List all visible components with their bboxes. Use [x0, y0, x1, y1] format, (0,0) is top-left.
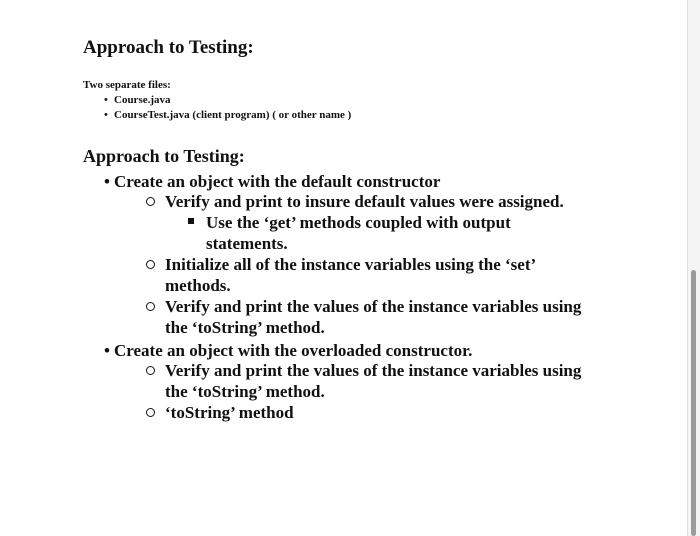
- list-item-level2-continued: the ‘toString’ method.: [165, 318, 325, 337]
- bullet-icon: •: [104, 109, 108, 121]
- hollow-circle-bullet-icon: [146, 408, 155, 417]
- hollow-circle-bullet-icon: [146, 197, 155, 206]
- files-label: Two separate files:: [83, 79, 171, 91]
- bullet-icon: •: [104, 94, 108, 106]
- list-item-level2-continued: the ‘toString’ method.: [165, 382, 325, 401]
- list-item: • Course.java: [104, 94, 171, 106]
- list-item-level1: • Create an object with the default constructor: [104, 172, 441, 191]
- list-item-level2-continued: methods.: [165, 276, 231, 295]
- list-item-level3: Use the ‘get’ methods coupled with output: [206, 213, 511, 232]
- page-title: Approach to Testing:: [83, 37, 254, 58]
- hollow-circle-bullet-icon: [146, 260, 155, 269]
- bullet-icon: •: [104, 341, 110, 360]
- hollow-circle-bullet-icon: [146, 366, 155, 375]
- scrollbar-thumb[interactable]: [691, 270, 696, 536]
- list-item-level2: Verify and print to insure default values were assigned.: [165, 192, 564, 211]
- section-title: Approach to Testing:: [83, 146, 245, 166]
- list-item-level3-continued: statements.: [206, 234, 288, 253]
- list-item-level2: ‘toString’ method: [165, 403, 294, 422]
- list-item-level1: • Create an object with the overloaded constructor.: [104, 341, 473, 360]
- hollow-circle-bullet-icon: [146, 302, 155, 311]
- vertical-scrollbar[interactable]: [687, 0, 700, 536]
- list-item-level2: Verify and print the values of the instance variables using: [165, 297, 582, 316]
- square-bullet-icon: [188, 218, 194, 224]
- list-item-level2: Verify and print the values of the instance variables using: [165, 361, 582, 380]
- bullet-icon: •: [104, 172, 110, 191]
- list-item: • CourseTest.java (client program) ( or other name ): [104, 109, 352, 121]
- list-item-level2: Initialize all of the instance variables using the ‘set’: [165, 255, 537, 274]
- files-list: [104, 93, 351, 123]
